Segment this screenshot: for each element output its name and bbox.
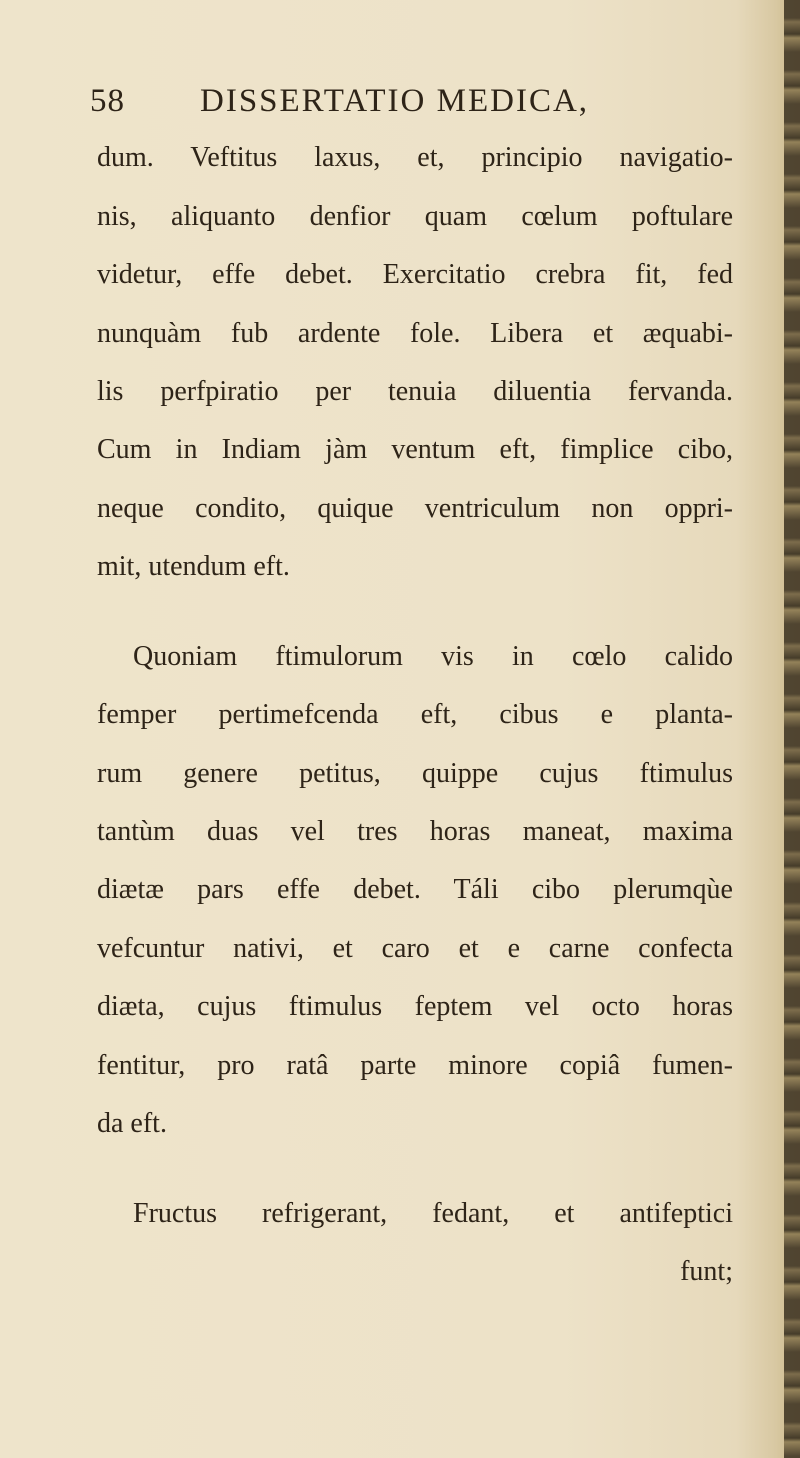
- text-line: nunquàm fub ardente fole. Libera et æquabi-: [97, 318, 733, 349]
- text-line: fentitur, pro ratâ parte minore copiâ fumen-: [97, 1050, 733, 1081]
- text-line: da eft.: [97, 1108, 167, 1139]
- page-number: 58: [90, 83, 125, 119]
- text-line: vefcuntur nativi, et caro et e carne confecta: [97, 933, 733, 964]
- running-head: DISSERTATIO MEDICA,: [200, 83, 590, 119]
- text-line: rum genere petitus, quippe cujus ftimulus: [97, 758, 733, 789]
- text-line: tantùm duas vel tres horas maneat, maxima: [97, 816, 733, 847]
- text-line: femper pertimefcenda eft, cibus e planta-: [97, 699, 733, 730]
- text-line: videtur, effe debet. Exercitatio crebra fit, fed: [97, 259, 733, 290]
- text-line: Cum in Indiam jàm ventum eft, fimplice cibo,: [97, 434, 733, 465]
- text-line: lis perfpiratio per tenuia diluentia fervanda.: [97, 376, 733, 407]
- text-line: diætæ pars effe debet. Táli cibo plerumqùe: [97, 874, 733, 905]
- text-line: diæta, cujus ftimulus feptem vel octo horas: [97, 991, 733, 1022]
- text-line: neque condito, quique ventriculum non oppri-: [97, 493, 733, 524]
- text-line: nis, aliquanto denfior quam cœlum poftulare: [97, 201, 733, 232]
- text-line: mit, utendum eft.: [97, 551, 290, 582]
- text-line: dum. Veftitus laxus, et, principio navigatio-: [97, 142, 733, 173]
- paragraph-start-line: Quoniam ftimulorum vis in cœlo calido: [133, 641, 733, 672]
- catchword-line: funt;: [680, 1256, 733, 1287]
- paragraph-start-line: Fructus refrigerant, fedant, et antifeptici: [133, 1198, 733, 1229]
